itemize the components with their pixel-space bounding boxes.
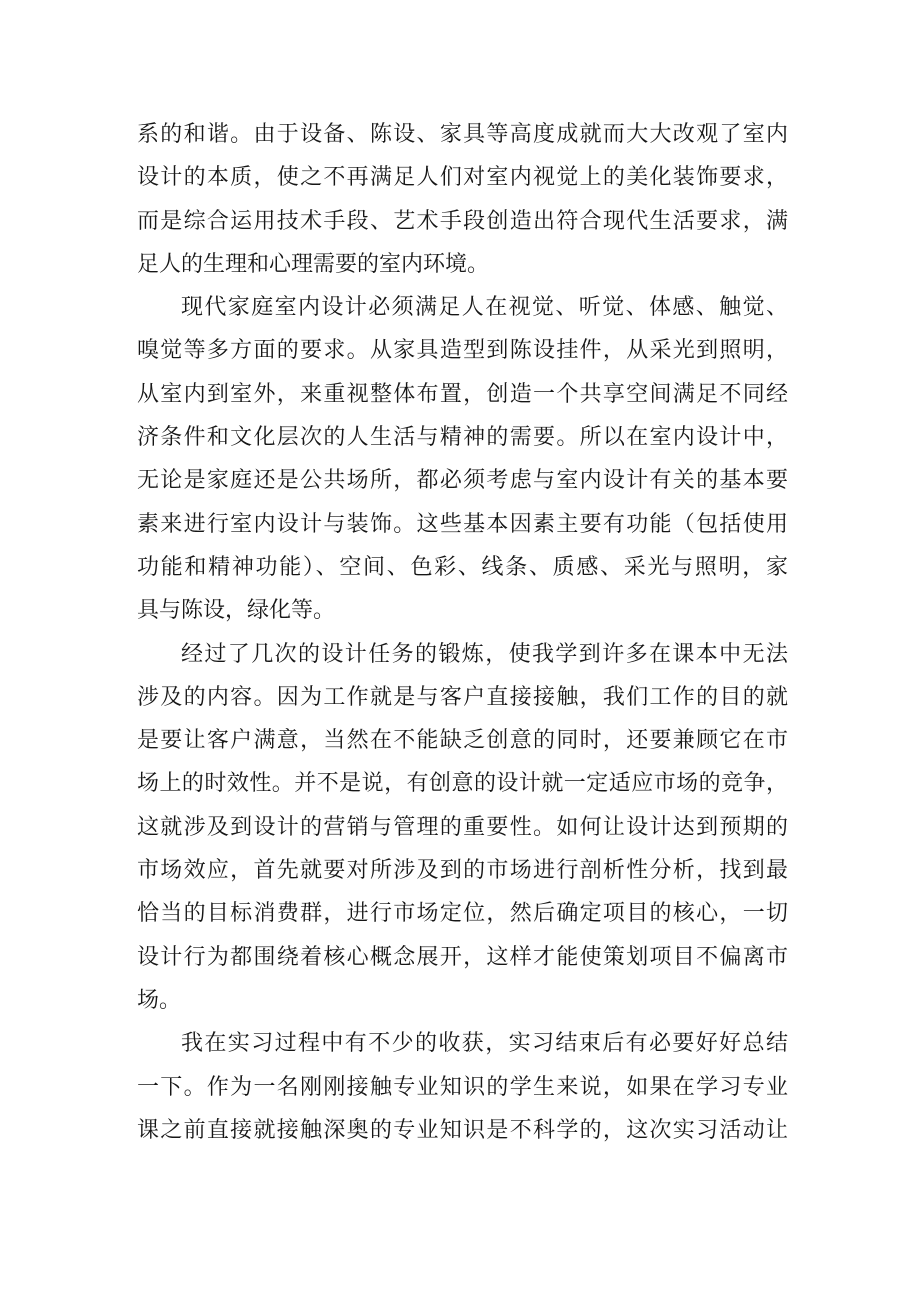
- text-line: 而是综合运用技术手段、艺术手段创造出符合现代生活要求，满: [137, 207, 788, 233]
- text-line: 素来进行室内设计与装饰。这些基本因素主要有功能（包括使用: [137, 510, 788, 536]
- text-line: 涉及的内容。因为工作就是与客户直接接触，我们工作的目的就: [137, 683, 788, 709]
- paragraph-1: [137, 112, 788, 285]
- paragraph-3: [137, 632, 788, 1022]
- paragraph-4: [137, 1021, 788, 1151]
- text-line: 从室内到室外，来重视整体布置，创造一个共享空间满足不同经: [137, 380, 788, 406]
- text-line: 这就涉及到设计的营销与管理的重要性。如何让设计达到预期的: [137, 813, 788, 839]
- text-line: 济条件和文化层次的人生活与精神的需要。所以在室内设计中，: [137, 424, 788, 450]
- text-line: 我在实习过程中有不少的收获，实习结束后有必要好好总结: [181, 1030, 788, 1056]
- document-text-block: [137, 112, 788, 1151]
- text-line: 是要让客户满意，当然在不能缺乏创意的同时，还要兼顾它在市: [137, 727, 788, 753]
- text-line: 嗅觉等多方面的要求。从家具造型到陈设挂件，从采光到照明，: [137, 337, 788, 363]
- text-line: 现代家庭室内设计必须满足人在视觉、听觉、体感、触觉、: [181, 294, 788, 320]
- text-line: 具与陈设，绿化等。: [137, 597, 336, 623]
- text-line: 无论是家庭还是公共场所，都必须考虑与室内设计有关的基本要: [137, 467, 788, 493]
- paragraph-2: [137, 285, 788, 631]
- text-line: 足人的生理和心理需要的室内环境。: [137, 250, 490, 276]
- text-line: 场上的时效性。并不是说，有创意的设计就一定适应市场的竞争，: [137, 770, 788, 796]
- text-line: 设计行为都围绕着核心概念展开，这样才能使策划项目不偏离市: [137, 943, 788, 969]
- text-line: 设计的本质，使之不再满足人们对室内视觉上的美化装饰要求，: [137, 164, 788, 190]
- text-line: 场。: [137, 986, 182, 1012]
- text-line: 一下。作为一名刚刚接触专业知识的学生来说，如果在学习专业: [137, 1073, 788, 1099]
- text-line: 市场效应，首先就要对所涉及到的市场进行剖析性分析，找到最: [137, 857, 788, 883]
- text-line: 恰当的目标消费群，进行市场定位，然后确定项目的核心，一切: [137, 900, 788, 926]
- text-line: 系的和谐。由于设备、陈设、家具等高度成就而大大改观了室内: [137, 121, 788, 146]
- text-line: 经过了几次的设计任务的锻炼，使我学到许多在课本中无法: [181, 640, 788, 666]
- text-line: 功能和精神功能）、空间、色彩、线条、质感、采光与照明，家: [137, 553, 788, 579]
- text-line: 课之前直接就接触深奥的专业知识是不科学的，这次实习活动让: [137, 1116, 788, 1142]
